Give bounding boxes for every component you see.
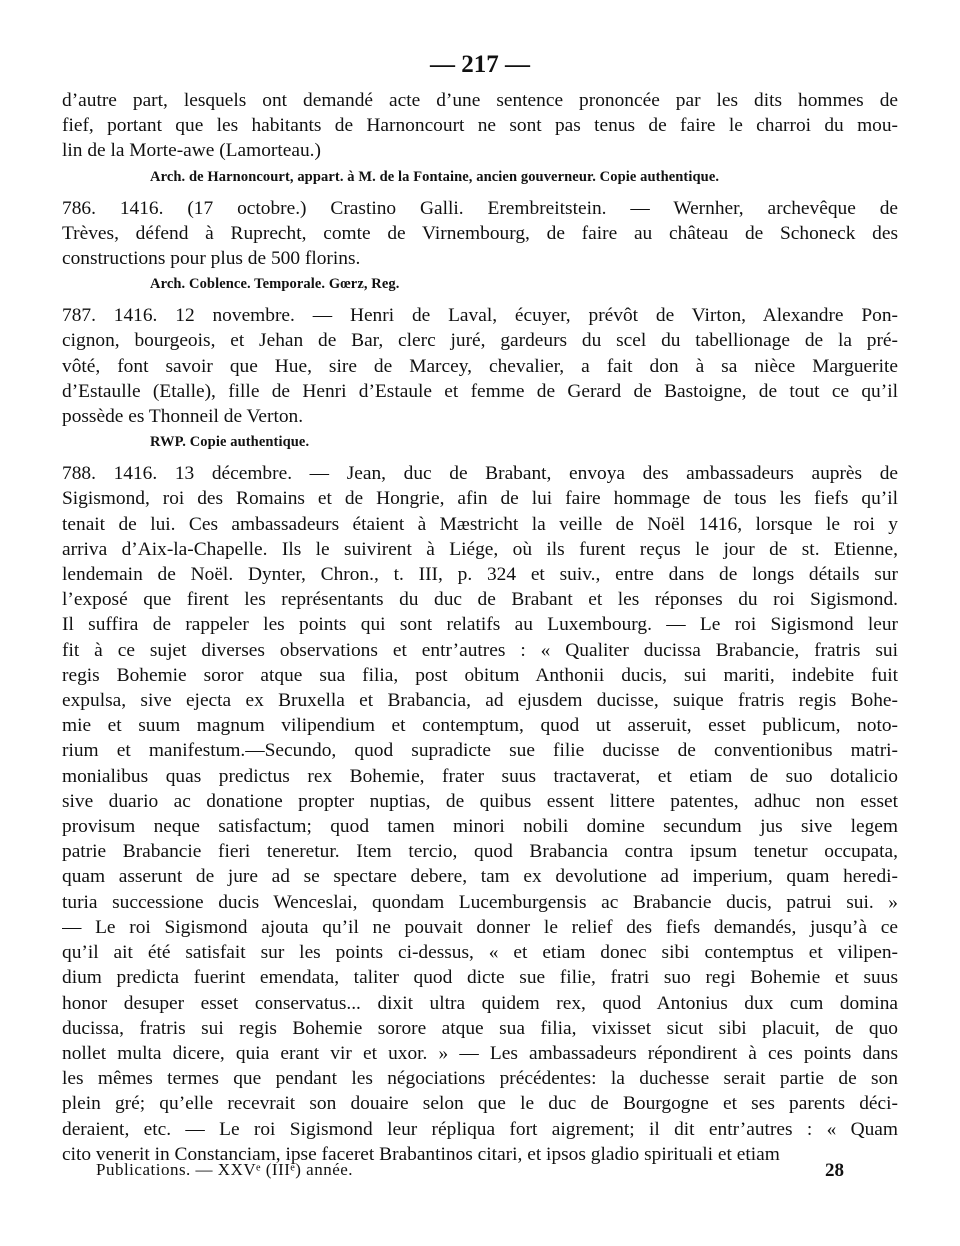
text-line: cignon, bourgeois, et Jehan de Bar, clerc juré, gardeurs du scel du tabellionage de la pré-	[62, 330, 898, 352]
text-line: ducissa, fratris sui regis Bohemie sorore atque sua filia, vixisset sicut sibi placuit, de quo	[62, 1017, 898, 1039]
text-line: arriva d’Aix-la-Chapelle. Ils le suivirent à Liége, où ils furent reçus le jour de st. Etienne,	[62, 538, 898, 560]
text-line: tenait de lui. Ces ambassadeurs étaient à Mæstricht la veille de Noël 1416, lorsque le roi y	[62, 513, 898, 535]
source-citation: Arch. de Harnoncourt, appart. à M. de la Fontaine, ancien gouverneur. Copie authentique.	[150, 168, 720, 185]
text-line: nollet multa dicere, quia erant vir et uxor. » — Les ambassadeurs répondirent à ces points dans	[62, 1042, 898, 1064]
text-line: quam asserunt de jure ad se spectare debere, tam ex devolutione ad imperium, quam heredi-	[62, 866, 898, 888]
text-line: deraient, etc. — Le roi Sigismond leur répliqua fort aigrement; il dit entr’autres : « Quam	[62, 1118, 898, 1140]
text-line: rium et manifestum.—Secundo, quod supradicte sue filie ducisse de conventionibus matri-	[62, 740, 898, 762]
text-line: provisum neque satisfactum; quod tamen minori nobili domine secundum jus sive legem	[62, 816, 898, 838]
footer-signature-number: 28	[825, 1160, 844, 1181]
text-line: Trèves, défend à Ruprecht, comte de Virnembourg, de faire au château de Schoneck des	[62, 222, 898, 244]
paragraph	[62, 303, 898, 429]
text-line: dium predicta fuerint emendata, taliter quod dicte sue filie, fratri suo regi Bohemie et suus	[62, 967, 898, 989]
paragraph	[62, 196, 898, 272]
text-line: 788. 1416. 13 décembre. — Jean, duc de Brabant, envoya des ambassadeurs auprès de	[62, 463, 898, 485]
text-line: sive duario ac donatione propter nuptias, de quibus essent littere patentes, adhuc non esset	[62, 790, 898, 812]
page-number: — 217 —	[430, 51, 530, 78]
document-page	[62, 48, 898, 1167]
text-line: cito venerit in Constanciam, ipse faceret Brabantinos citari, et ipsos gladio spirituali et etiam	[62, 1143, 780, 1165]
text-line: patrie Brabancie fieri teneretur. Item tercio, quod Brabancia contra ipsum tenetur occupata,	[62, 841, 898, 863]
text-line: 787. 1416. 12 novembre. — Henri de Laval, écuyer, prévôt de Virton, Alexandre Pon-	[62, 305, 898, 327]
text-line: qu’il ait été satisfait sur les points ci-dessus, « et etiam donec sibi contemptus et vilipen-	[62, 942, 898, 964]
text-line: fief, portant que les habitants de Harnoncourt ne sont pas tenus de faire le charroi du mou-	[62, 115, 898, 137]
text-line: fit à ce sujet diverses observations et entr’autres : « Qualiter ducissa Brabancie, fratris sui	[62, 639, 898, 661]
source-citation: Arch. Coblence. Temporale. Gœrz, Reg.	[150, 276, 400, 293]
text-line: possède es Thonneil de Verton.	[62, 406, 304, 428]
text-line: turia successione ducis Wenceslai, quondam Lucemburgensis ac Brabancie ducis, patrui sui. »	[62, 891, 898, 913]
text-line: Sigismond, roi des Romains et de Hongrie, afin de lui faire hommage de tous les fiefs qu’il	[62, 488, 898, 510]
text-line: d’autre part, lesquels ont demandé acte d’une sentence prononcée par les dits hommes de	[62, 90, 898, 111]
paragraph	[62, 461, 898, 1167]
text-line: constructions pour plus de 500 florins.	[62, 248, 361, 270]
text-line: expulsa, sive ejecta ex Bruxella et Brabancia, ad ejusdem ducisse, suique fratris regis Bohe-	[62, 690, 898, 712]
text-line: plein gré; qu’elle recevrait son douaire selon que le duc de Bourgogne et ses parents déci-	[62, 1093, 898, 1115]
text-line: monialibus quas predictus rex Bohemie, frater suus tractaverat, et etiam de suo dotalicio	[62, 765, 898, 787]
text-line: les mêmes termes que pendant les négociations précédentes: la duchesse serait partie de son	[62, 1068, 898, 1090]
footer-publication: Publications. — XXVᵉ (IIIᵉ) année.	[96, 1160, 354, 1179]
text-line: honor desuper esset conservatus... dixit ultra quidem rex, quod Antonius dux cum domina	[62, 992, 898, 1014]
document-body	[62, 88, 898, 1167]
text-line: Il suffira de rappeler les points qui sont relatifs au Luxembourg. — Le roi Sigismond leur	[62, 614, 898, 636]
text-line: regis Bohemie soror atque sua filia, post obitum Anthonii ducis, sui mariti, indebite fuit	[62, 664, 898, 686]
source-citation: RWP. Copie authentique.	[150, 434, 310, 451]
text-line: — Le roi Sigismond ajouta qu’il ne pouvait donner le relief des fiefs demandés, jusqu’à ce	[62, 916, 898, 938]
text-line: lendemain de Noël. Dynter, Chron., t. III, p. 324 et suiv., entre dans de longs détails sur	[62, 564, 898, 586]
text-line: 786. 1416. (17 octobre.) Crastino Galli. Erembreitstein. — Wernher, archevêque de	[62, 197, 898, 219]
text-line: l’exposé que firent les représentants du duc de Brabant et les réponses du roi Sigismond.	[62, 589, 898, 611]
text-line: lin de la Morte-awe (Lamorteau.)	[62, 140, 321, 162]
paragraph	[62, 88, 898, 164]
text-line: d’Estaulle (Etalle), fille de Henri d’Estaule et femme de Gerard de Bastoigne, de tout ce qu’il	[62, 380, 898, 402]
text-line: mie et suum magnum vilipendium et contemptum, quod ut asseruit, esset publicum, noto-	[62, 715, 898, 737]
text-line: vôté, font savoir que Hue, sire de Marcey, chevalier, a fait don à sa nièce Marguerite	[62, 355, 898, 377]
